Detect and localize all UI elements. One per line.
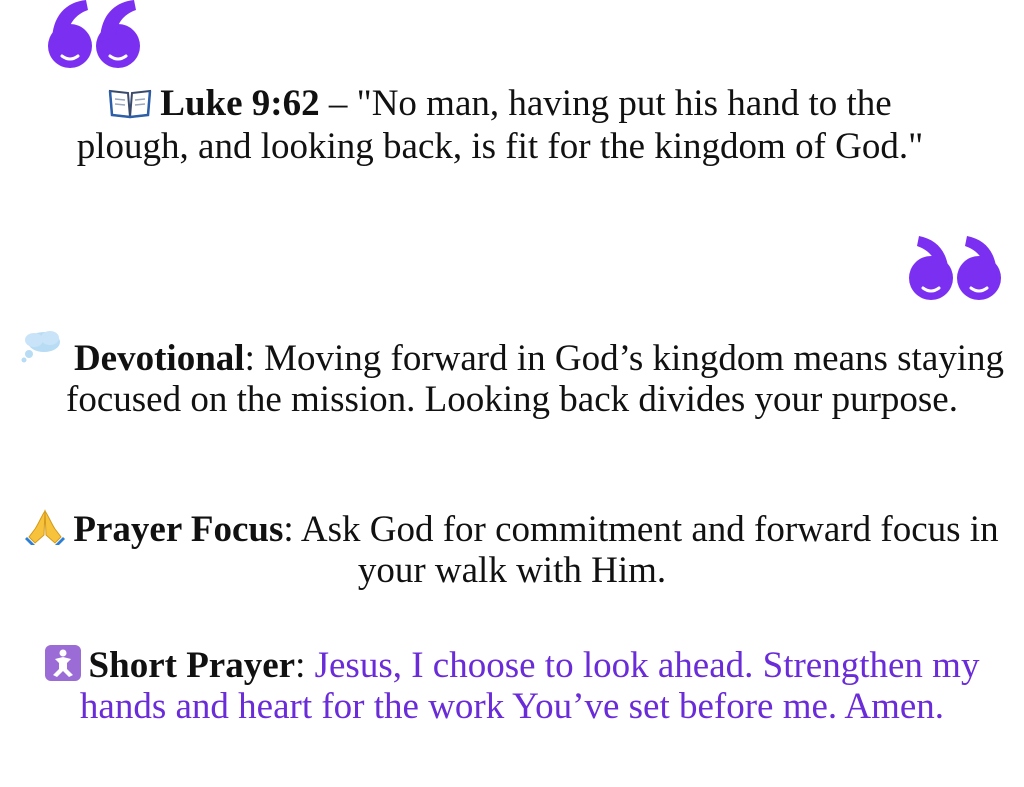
verse-separator: – bbox=[319, 83, 357, 124]
devotional-colon: : bbox=[244, 338, 265, 379]
verse-text: "No man, having put his hand to the plough, and looking back, is fit for the kingdom of God." bbox=[76, 83, 924, 167]
short-prayer-text: Jesus, I choose to look ahead. Strengthen my hands and heart for the work You’ve set before me. Amen. bbox=[79, 645, 980, 727]
person-praying-icon bbox=[45, 645, 81, 681]
prayer-focus-block bbox=[0, 507, 1024, 591]
thought-bubble-icon bbox=[20, 330, 62, 364]
open-book-icon bbox=[108, 87, 152, 119]
verse-block bbox=[60, 82, 940, 168]
short-prayer-block bbox=[0, 645, 1024, 727]
prayer-focus-text: Ask God for commitment and forward focus in your walk with Him. bbox=[300, 509, 999, 591]
devotional-text: Moving forward in God’s kingdom means staying focused on the mission. Looking back divides your purpose. bbox=[66, 338, 1005, 420]
prayer-focus-colon: : bbox=[283, 509, 301, 550]
praying-hands-icon bbox=[25, 507, 65, 545]
prayer-focus-label: Prayer Focus bbox=[73, 509, 284, 550]
short-prayer-colon: : bbox=[295, 645, 315, 686]
close-quote-icon bbox=[905, 228, 1005, 308]
devotional-label: Devotional bbox=[73, 338, 245, 379]
devotional-block bbox=[0, 330, 1024, 420]
verse-reference: Luke 9:62 bbox=[160, 83, 320, 124]
short-prayer-label: Short Prayer bbox=[88, 645, 296, 686]
open-quote-icon bbox=[46, 0, 146, 76]
